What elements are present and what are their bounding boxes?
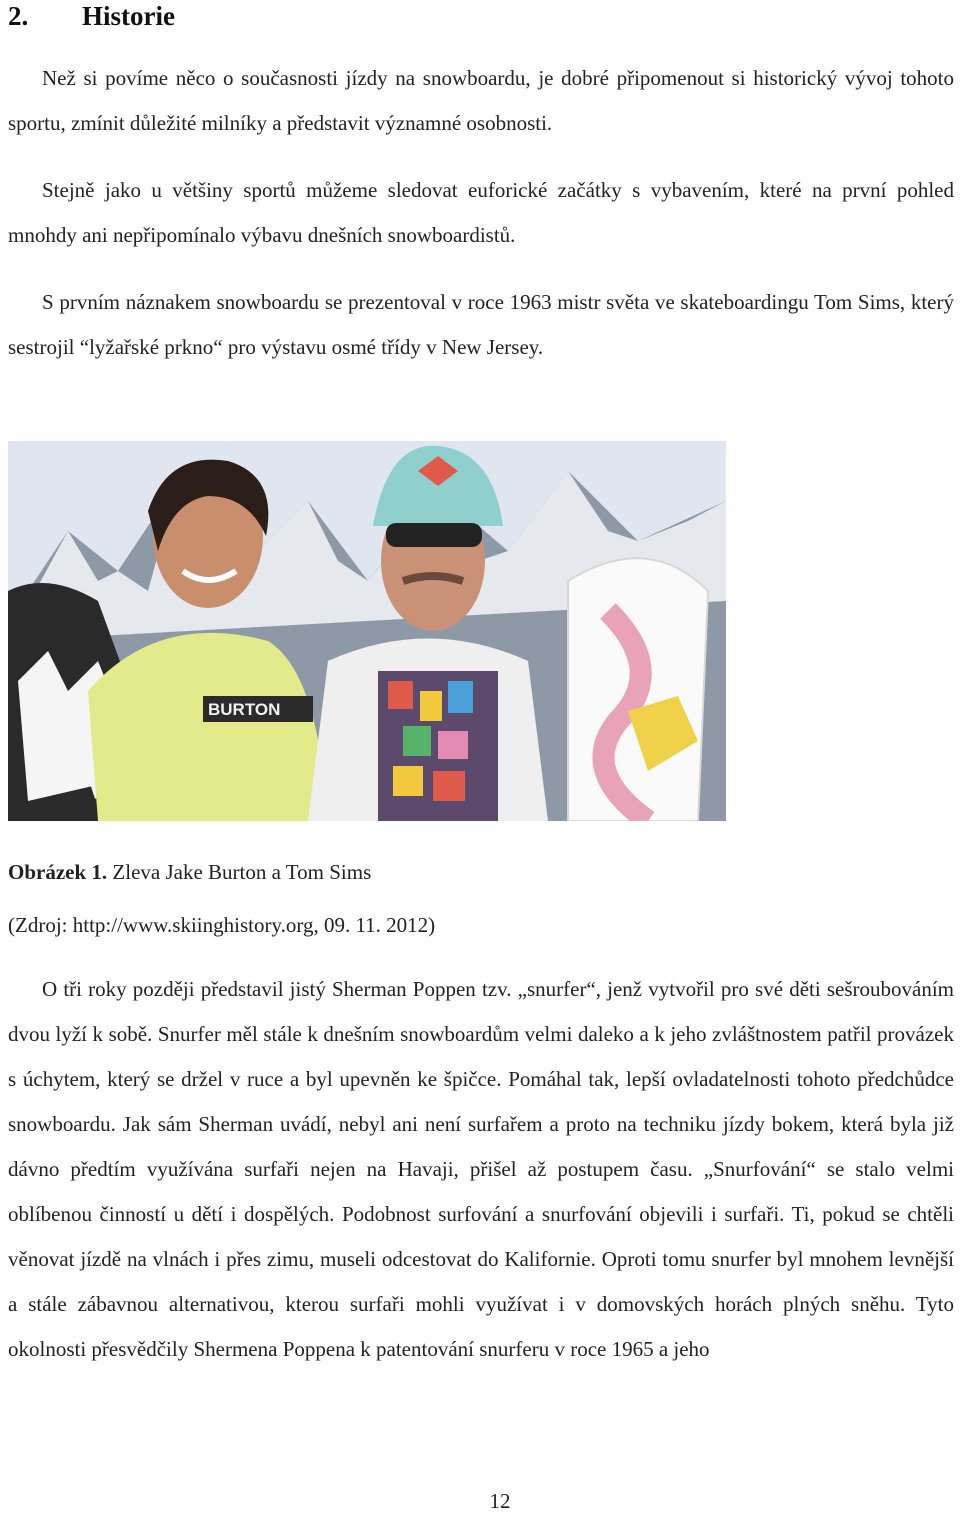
figure-caption xyxy=(8,858,371,886)
page-number: 12 xyxy=(489,1489,511,1513)
section-heading xyxy=(8,0,175,32)
paragraph-intro: Než si povíme něco o současnosti jízdy na snowboardu, je dobré připomenout si historický vývoj tohoto sportu, zmínit důležité milníky a představit významné osobnosti. xyxy=(8,66,954,135)
paragraph-snurfer: O tři roky později představil jistý Sherman Poppen tzv. „snurfer“, jenž vytvořil pro své děti sešroubováním dvou lyží k sobě. Snurfer měl stále k dnešním snowboardům velmi daleko a k jeho zvláštnostem patřil provázek s úchytem, který se držel v ruce a byl upevněn ke špičce. Pomáhal tak, lepší ovladatelnosti tohoto předchůdce snowboardu. Jak sám Sherman uvádí, nebyl ani není surfařem a proto na techniku jízdy bokem, která byla již dávno předtím využívána surfaři nejen na Havaji, přišel až postupem času. „Snurfování“ se stalo velmi oblíbenou činností u dětí i dospělých. Podobnost surfování a snurfování objevili i surfaři. Ti, pokud se chtěli věnovat jízdě na vlnách i přes zimu, museli odcestovat do Kalifornie. Oproti tomu snurfer byl mnohem levnější a stále zábavnou alternativou, kterou surfaři mohli využívat i v domovských horách plných sněhu. Tyto okolnosti přesvědčily Shermena Poppena k patentování snurferu v roce 1965 a jeho xyxy=(8,977,954,1361)
jacket-logo: BURTON xyxy=(208,700,281,719)
figure-source: (Zdroj: http://www.skiinghistory.org, 09. 11. 2012) xyxy=(8,913,436,937)
caption-label: Obrázek 1. xyxy=(8,860,108,884)
photo-burton-sims xyxy=(8,441,726,821)
photo-illustration xyxy=(8,441,726,821)
paragraph-beginnings: Stejně jako u většiny sportů můžeme sledovat euforické začátky s vybavením, které na první pohled mnohdy ani nepřipomínalo výbavu dnešních snowboardistů. xyxy=(8,178,954,247)
caption-text: Zleva Jake Burton a Tom Sims xyxy=(107,860,372,884)
paragraph-tom-sims: S prvním náznakem snowboardu se prezentoval v roce 1963 mistr světa ve skateboardingu Tom Sims, který sestrojil “lyžařské prkno“ pro výstavu osmé třídy v New Jersey. xyxy=(8,290,954,359)
section-number: 2. xyxy=(8,1,29,31)
section-title: Historie xyxy=(82,1,175,31)
